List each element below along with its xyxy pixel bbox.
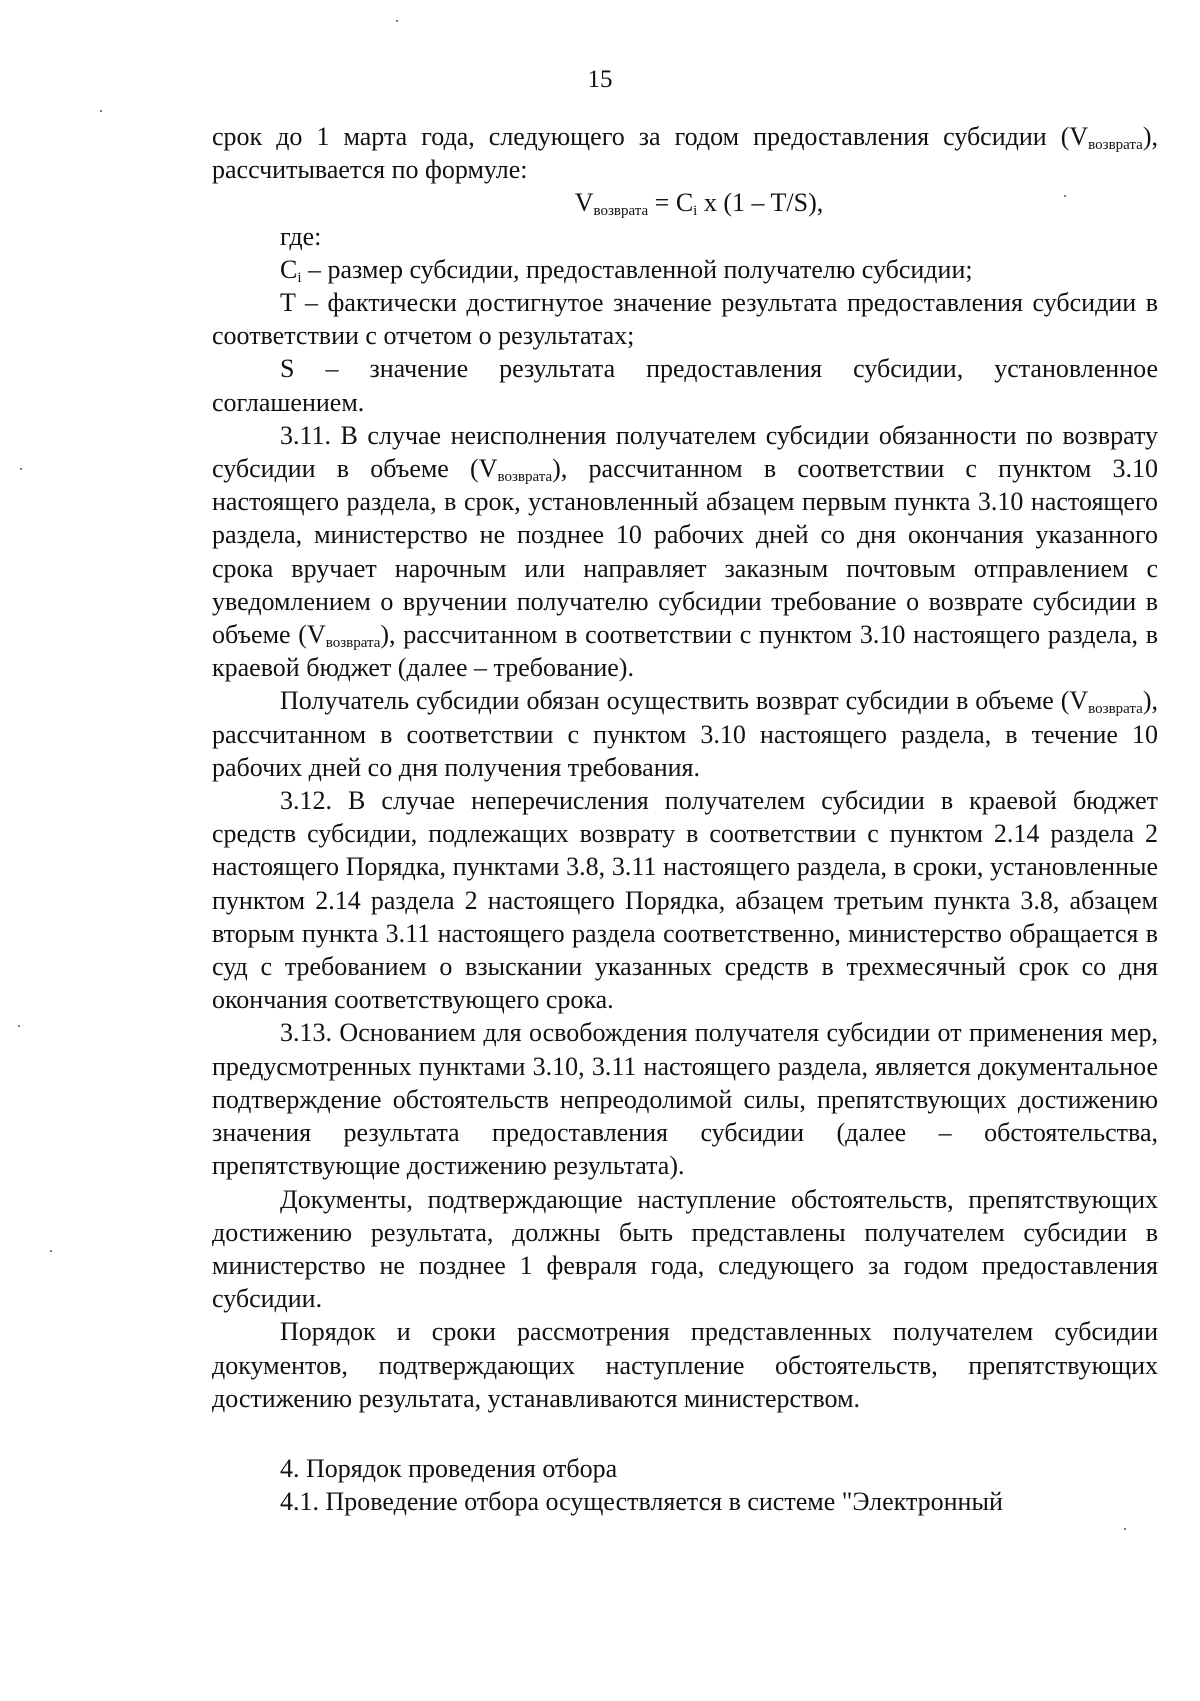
scan-speck — [18, 1025, 20, 1027]
paragraph-documents: Документы, подтверждающие наступление обстоятельств, препятствующих достижению результата, должны быть представлены получателем субсидии в министерство не позднее 1 февраля года, следующего за годом предоставления субсидии. — [212, 1184, 1158, 1314]
paragraph-3-12: 3.12. В случае неперечисления получателем субсидии в краевой бюджет средств субсидии, подлежащих возврату в соответствии с пунктом 2.14 раздела 2 настоящего Порядка, пунктами 3.8, 3.11 настоящего раздела, в сроки, установленные пунктом 2.14 раздела 2 настоящего Порядка, абзацем третьим пункта 3.8, абзацем вторым пункта 3.11 настоящего раздела соответственно, министерство обращается в суд с требованием о взыскании указанных средств в трехмесячный срок со дня окончания соответствующего срока. — [212, 786, 1158, 1015]
section-spacer — [212, 1415, 1158, 1452]
definition-ci: $C_i$ – размер субсидии, предоставленной получателю субсидии; — [280, 254, 973, 286]
paragraph-return-deadline: срок до 1 марта года, следующего за годом предоставления субсидии $(V_{возврата})$, рассчитывается по формуле: — [212, 122, 1158, 185]
paragraph-recipient-obligation: Получатель субсидии обязан осуществить возврат субсидии в объеме $(V_{возврата})$, рассчитанном в соответствии с пунктом 3.10 настоящего раздела, в течение 10 рабочих дней со дня получения требования. — [212, 686, 1158, 782]
document-body — [212, 120, 1158, 1518]
scan-speck — [100, 110, 102, 112]
scan-speck — [50, 1250, 52, 1252]
paragraph-3-11: 3.11. В случае неисполнения получателем субсидии обязанности по возврату субсидии в объеме $(V_{возврата})$, рассчитанном в соответствии с пунктом 3.10 настоящего раздела, в срок, установленный абзацем первым пункта 3.10 настоящего раздела, министерство не позднее 10 рабочих дней со дня окончания указанного срока вручает нарочным или направляет заказным почтовым отправлением с уведомлением о вручении получателю субсидии требование о возврате субсидии в объеме $(V_{возврата})$, рассчитанном в соответствии с пунктом 3.10 настоящего раздела, в краевой бюджет (далее – требование). — [212, 420, 1159, 683]
section-4-heading: 4. Порядок проведения отбора — [280, 1453, 618, 1483]
return-formula: $V_{возврата} = C_i$ x (1 – T/S), — [574, 188, 824, 220]
paragraph-procedure: Порядок и сроки рассмотрения представленных получателем субсидии документов, подтверждающих наступление обстоятельств, препятствующих достижению результата, устанавливаются министерством. — [212, 1317, 1158, 1413]
paragraph-4-1: 4.1. Проведение отбора осуществляется в системе "Электронный — [280, 1487, 1003, 1517]
paragraph-3-13: 3.13. Основанием для освобождения получателя субсидии от применения мер, предусмотренных пунктами 3.10, 3.11 настоящего раздела, является документальное подтверждение обстоятельств непреодолимой силы, препятствующих достижению значения результата предоставления субсидии (далее – обстоятельства, препятствующие достижению результата). — [212, 1018, 1158, 1181]
definition-t: T – фактически достигнутое значение результата предоставления субсидии в соответствии с отчетом о результатах; — [212, 288, 1158, 351]
scan-speck — [396, 20, 398, 22]
scan-speck — [20, 468, 22, 470]
page-number: 15 — [587, 66, 613, 93]
definition-s: S – значение результата предоставления субсидии, установленное соглашением. — [212, 354, 1158, 417]
scan-speck — [1064, 195, 1066, 197]
where-label: где: — [280, 221, 322, 251]
scan-speck — [1124, 1528, 1126, 1530]
